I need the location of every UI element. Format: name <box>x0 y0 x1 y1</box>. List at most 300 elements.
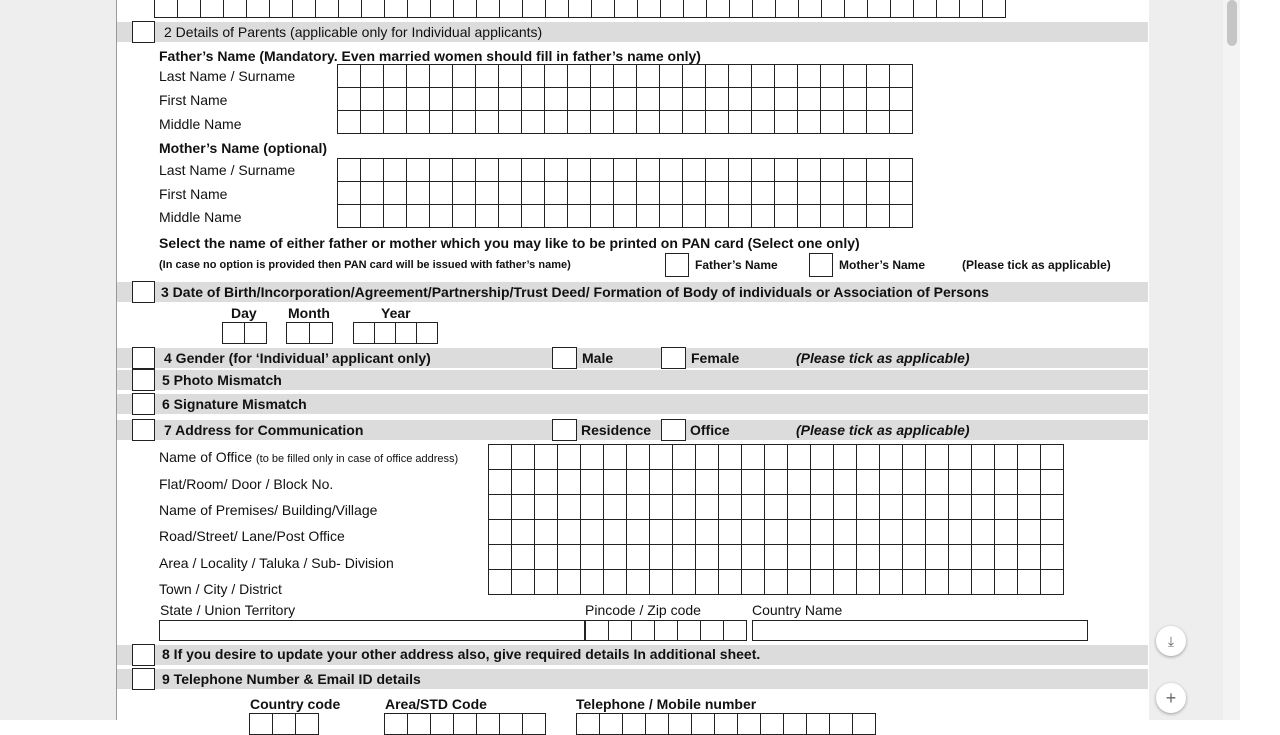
char-box[interactable] <box>822 0 845 18</box>
char-box[interactable] <box>430 205 453 228</box>
char-box[interactable] <box>683 88 706 111</box>
char-box[interactable] <box>660 159 683 182</box>
char-box[interactable] <box>500 0 523 18</box>
char-box[interactable] <box>729 88 752 111</box>
char-box[interactable] <box>788 545 811 570</box>
char-box[interactable] <box>545 159 568 182</box>
char-box[interactable] <box>361 65 384 88</box>
char-box[interactable] <box>821 205 844 228</box>
char-box[interactable] <box>752 88 775 111</box>
char-box[interactable] <box>834 470 857 495</box>
char-box[interactable] <box>949 545 972 570</box>
char-box[interactable] <box>684 0 707 18</box>
char-box[interactable] <box>453 205 476 228</box>
top-box-table[interactable] <box>154 0 1006 18</box>
char-box[interactable] <box>407 159 430 182</box>
char-box[interactable] <box>489 520 512 545</box>
char-box[interactable] <box>857 545 880 570</box>
char-box[interactable] <box>890 182 913 205</box>
char-box[interactable] <box>535 495 558 520</box>
char-box[interactable] <box>926 470 949 495</box>
char-box[interactable] <box>775 182 798 205</box>
char-box[interactable] <box>729 65 752 88</box>
char-box[interactable] <box>546 0 569 18</box>
char-box[interactable] <box>361 205 384 228</box>
char-box[interactable] <box>890 111 913 134</box>
char-box[interactable] <box>430 182 453 205</box>
char-box[interactable] <box>454 0 477 18</box>
char-box[interactable] <box>903 470 926 495</box>
year-box-table[interactable] <box>353 322 438 344</box>
char-box[interactable] <box>614 182 637 205</box>
char-box[interactable] <box>499 88 522 111</box>
char-box[interactable] <box>983 0 1006 18</box>
char-box[interactable] <box>844 159 867 182</box>
char-box[interactable] <box>821 88 844 111</box>
char-box[interactable] <box>581 445 604 470</box>
char-box[interactable] <box>742 520 765 545</box>
char-box[interactable] <box>385 0 408 18</box>
char-box[interactable] <box>752 159 775 182</box>
char-box[interactable] <box>499 65 522 88</box>
char-box[interactable] <box>650 570 673 595</box>
char-box[interactable] <box>614 111 637 134</box>
char-box[interactable] <box>361 88 384 111</box>
char-box[interactable] <box>591 182 614 205</box>
char-box[interactable] <box>1018 495 1041 520</box>
char-box[interactable] <box>499 182 522 205</box>
char-box[interactable] <box>522 88 545 111</box>
char-box[interactable] <box>655 621 678 641</box>
char-box[interactable] <box>960 0 983 18</box>
char-box[interactable] <box>296 714 319 735</box>
char-box[interactable] <box>696 470 719 495</box>
char-box[interactable] <box>753 0 776 18</box>
char-box[interactable] <box>1041 520 1064 545</box>
char-box[interactable] <box>729 159 752 182</box>
char-box[interactable] <box>830 714 853 735</box>
char-box[interactable] <box>798 159 821 182</box>
char-box[interactable] <box>867 111 890 134</box>
country-name-input[interactable] <box>752 620 1088 641</box>
char-box[interactable] <box>384 159 407 182</box>
char-box[interactable] <box>719 470 742 495</box>
char-box[interactable] <box>995 545 1018 570</box>
char-box[interactable] <box>453 65 476 88</box>
state-input[interactable] <box>159 620 585 641</box>
char-box[interactable] <box>673 570 696 595</box>
char-box[interactable] <box>250 714 273 735</box>
char-box[interactable] <box>696 495 719 520</box>
char-box[interactable] <box>821 182 844 205</box>
char-box[interactable] <box>512 520 535 545</box>
char-box[interactable] <box>535 570 558 595</box>
char-box[interactable] <box>798 111 821 134</box>
char-box[interactable] <box>569 0 592 18</box>
char-box[interactable] <box>287 323 310 344</box>
char-box[interactable] <box>361 182 384 205</box>
char-box[interactable] <box>453 111 476 134</box>
char-box[interactable] <box>972 470 995 495</box>
char-box[interactable] <box>821 159 844 182</box>
day-box-table[interactable] <box>222 322 267 344</box>
char-box[interactable] <box>926 545 949 570</box>
char-box[interactable] <box>499 159 522 182</box>
char-box[interactable] <box>729 205 752 228</box>
char-box[interactable] <box>476 205 499 228</box>
char-box[interactable] <box>627 545 650 570</box>
char-box[interactable] <box>273 714 296 735</box>
char-box[interactable] <box>453 159 476 182</box>
char-box[interactable] <box>752 65 775 88</box>
char-box[interactable] <box>807 714 830 735</box>
char-box[interactable] <box>407 111 430 134</box>
char-box[interactable] <box>891 0 914 18</box>
char-box[interactable] <box>729 111 752 134</box>
char-box[interactable] <box>522 205 545 228</box>
father-name-option-checkbox[interactable] <box>665 253 689 277</box>
char-box[interactable] <box>834 445 857 470</box>
char-box[interactable] <box>489 445 512 470</box>
char-box[interactable] <box>637 205 660 228</box>
char-box[interactable] <box>581 545 604 570</box>
char-box[interactable] <box>775 159 798 182</box>
office-checkbox[interactable] <box>661 419 686 441</box>
char-box[interactable] <box>1041 495 1064 520</box>
char-box[interactable] <box>385 714 408 735</box>
char-box[interactable] <box>586 621 609 641</box>
char-box[interactable] <box>834 545 857 570</box>
char-box[interactable] <box>696 545 719 570</box>
char-box[interactable] <box>845 0 868 18</box>
char-box[interactable] <box>683 65 706 88</box>
char-box[interactable] <box>880 520 903 545</box>
char-box[interactable] <box>784 714 807 735</box>
char-box[interactable] <box>706 65 729 88</box>
char-box[interactable] <box>338 65 361 88</box>
char-box[interactable] <box>430 111 453 134</box>
char-box[interactable] <box>857 495 880 520</box>
char-box[interactable] <box>604 470 627 495</box>
section-7-checkbox[interactable] <box>132 419 155 441</box>
char-box[interactable] <box>811 570 834 595</box>
char-box[interactable] <box>430 65 453 88</box>
char-box[interactable] <box>867 159 890 182</box>
zoom-in-button[interactable] <box>1156 683 1186 713</box>
char-box[interactable] <box>752 182 775 205</box>
char-box[interactable] <box>1018 520 1041 545</box>
char-box[interactable] <box>972 495 995 520</box>
char-box[interactable] <box>765 495 788 520</box>
char-box[interactable] <box>995 445 1018 470</box>
char-box[interactable] <box>673 495 696 520</box>
char-box[interactable] <box>788 520 811 545</box>
char-box[interactable] <box>375 323 396 344</box>
char-box[interactable] <box>523 714 546 735</box>
char-box[interactable] <box>926 570 949 595</box>
char-box[interactable] <box>430 88 453 111</box>
char-box[interactable] <box>776 0 799 18</box>
char-box[interactable] <box>719 495 742 520</box>
char-box[interactable] <box>476 88 499 111</box>
char-box[interactable] <box>454 714 477 735</box>
char-box[interactable] <box>247 0 270 18</box>
mother-name-option-checkbox[interactable] <box>809 253 833 277</box>
char-box[interactable] <box>637 182 660 205</box>
section-2-checkbox[interactable] <box>132 21 155 43</box>
char-box[interactable] <box>614 65 637 88</box>
scrollbar-track[interactable] <box>1223 0 1240 720</box>
char-box[interactable] <box>500 714 523 735</box>
char-box[interactable] <box>937 0 960 18</box>
char-box[interactable] <box>926 445 949 470</box>
char-box[interactable] <box>683 159 706 182</box>
char-box[interactable] <box>604 545 627 570</box>
char-box[interactable] <box>338 205 361 228</box>
char-box[interactable] <box>683 111 706 134</box>
char-box[interactable] <box>844 182 867 205</box>
char-box[interactable] <box>890 88 913 111</box>
char-box[interactable] <box>604 520 627 545</box>
char-box[interactable] <box>949 570 972 595</box>
char-box[interactable] <box>407 65 430 88</box>
char-box[interactable] <box>903 520 926 545</box>
char-box[interactable] <box>730 0 753 18</box>
char-box[interactable] <box>354 323 375 344</box>
char-box[interactable] <box>310 323 333 344</box>
char-box[interactable] <box>568 111 591 134</box>
char-box[interactable] <box>453 182 476 205</box>
char-box[interactable] <box>660 111 683 134</box>
char-box[interactable] <box>765 470 788 495</box>
char-box[interactable] <box>857 520 880 545</box>
char-box[interactable] <box>545 88 568 111</box>
char-box[interactable] <box>568 205 591 228</box>
char-box[interactable] <box>581 470 604 495</box>
char-box[interactable] <box>867 205 890 228</box>
char-box[interactable] <box>614 159 637 182</box>
char-box[interactable] <box>706 111 729 134</box>
char-box[interactable] <box>788 445 811 470</box>
addr-box-table[interactable] <box>488 444 1064 595</box>
char-box[interactable] <box>245 323 267 344</box>
char-box[interactable] <box>775 205 798 228</box>
char-box[interactable] <box>811 470 834 495</box>
char-box[interactable] <box>270 0 293 18</box>
char-box[interactable] <box>880 545 903 570</box>
char-box[interactable] <box>592 0 615 18</box>
char-box[interactable] <box>775 65 798 88</box>
char-box[interactable] <box>545 182 568 205</box>
char-box[interactable] <box>407 205 430 228</box>
father-box-table[interactable] <box>337 64 913 134</box>
char-box[interactable] <box>581 520 604 545</box>
char-box[interactable] <box>738 714 761 735</box>
char-box[interactable] <box>627 445 650 470</box>
char-box[interactable] <box>844 88 867 111</box>
char-box[interactable] <box>523 0 546 18</box>
char-box[interactable] <box>719 520 742 545</box>
char-box[interactable] <box>535 445 558 470</box>
char-box[interactable] <box>522 159 545 182</box>
section-5-checkbox[interactable] <box>132 369 155 391</box>
char-box[interactable] <box>489 495 512 520</box>
char-box[interactable] <box>339 0 362 18</box>
char-box[interactable] <box>1041 445 1064 470</box>
char-box[interactable] <box>799 0 822 18</box>
char-box[interactable] <box>834 520 857 545</box>
char-box[interactable] <box>384 205 407 228</box>
char-box[interactable] <box>1041 545 1064 570</box>
char-box[interactable] <box>362 0 385 18</box>
char-box[interactable] <box>949 445 972 470</box>
char-box[interactable] <box>384 65 407 88</box>
char-box[interactable] <box>995 570 1018 595</box>
char-box[interactable] <box>752 111 775 134</box>
char-box[interactable] <box>650 545 673 570</box>
char-box[interactable] <box>811 445 834 470</box>
char-box[interactable] <box>673 470 696 495</box>
char-box[interactable] <box>338 111 361 134</box>
char-box[interactable] <box>844 65 867 88</box>
char-box[interactable] <box>223 323 245 344</box>
char-box[interactable] <box>568 65 591 88</box>
char-box[interactable] <box>775 88 798 111</box>
char-box[interactable] <box>798 65 821 88</box>
char-box[interactable] <box>903 570 926 595</box>
char-box[interactable] <box>742 445 765 470</box>
char-box[interactable] <box>615 0 638 18</box>
char-box[interactable] <box>857 570 880 595</box>
male-checkbox[interactable] <box>552 347 577 369</box>
char-box[interactable] <box>1018 570 1041 595</box>
char-box[interactable] <box>692 714 715 735</box>
char-box[interactable] <box>627 495 650 520</box>
char-box[interactable] <box>719 445 742 470</box>
char-box[interactable] <box>857 470 880 495</box>
char-box[interactable] <box>155 0 178 18</box>
char-box[interactable] <box>926 495 949 520</box>
char-box[interactable] <box>545 205 568 228</box>
char-box[interactable] <box>880 495 903 520</box>
char-box[interactable] <box>867 65 890 88</box>
char-box[interactable] <box>361 111 384 134</box>
residence-checkbox[interactable] <box>552 419 577 441</box>
char-box[interactable] <box>715 714 738 735</box>
char-box[interactable] <box>581 495 604 520</box>
char-box[interactable] <box>384 182 407 205</box>
char-box[interactable] <box>701 621 724 641</box>
char-box[interactable] <box>706 205 729 228</box>
char-box[interactable] <box>844 111 867 134</box>
char-box[interactable] <box>650 445 673 470</box>
char-box[interactable] <box>637 65 660 88</box>
char-box[interactable] <box>650 495 673 520</box>
char-box[interactable] <box>995 470 1018 495</box>
char-box[interactable] <box>489 545 512 570</box>
char-box[interactable] <box>867 182 890 205</box>
char-box[interactable] <box>407 182 430 205</box>
month-box-table[interactable] <box>286 322 333 344</box>
char-box[interactable] <box>558 545 581 570</box>
char-box[interactable] <box>499 205 522 228</box>
char-box[interactable] <box>880 445 903 470</box>
char-box[interactable] <box>338 182 361 205</box>
char-box[interactable] <box>637 111 660 134</box>
char-box[interactable] <box>903 445 926 470</box>
char-box[interactable] <box>512 445 535 470</box>
char-box[interactable] <box>719 545 742 570</box>
char-box[interactable] <box>614 88 637 111</box>
char-box[interactable] <box>696 570 719 595</box>
char-box[interactable] <box>522 111 545 134</box>
char-box[interactable] <box>724 621 747 641</box>
char-box[interactable] <box>535 520 558 545</box>
char-box[interactable] <box>706 159 729 182</box>
char-box[interactable] <box>545 65 568 88</box>
char-box[interactable] <box>683 205 706 228</box>
char-box[interactable] <box>995 520 1018 545</box>
char-box[interactable] <box>637 159 660 182</box>
char-box[interactable] <box>669 714 692 735</box>
char-box[interactable] <box>742 545 765 570</box>
char-box[interactable] <box>696 445 719 470</box>
char-box[interactable] <box>609 621 632 641</box>
char-box[interactable] <box>558 470 581 495</box>
char-box[interactable] <box>604 445 627 470</box>
char-box[interactable] <box>972 570 995 595</box>
char-box[interactable] <box>995 495 1018 520</box>
char-box[interactable] <box>499 111 522 134</box>
char-box[interactable] <box>535 545 558 570</box>
char-box[interactable] <box>591 65 614 88</box>
char-box[interactable] <box>650 470 673 495</box>
section-6-checkbox[interactable] <box>132 393 155 415</box>
char-box[interactable] <box>361 159 384 182</box>
char-box[interactable] <box>798 205 821 228</box>
char-box[interactable] <box>868 0 891 18</box>
char-box[interactable] <box>949 470 972 495</box>
char-box[interactable] <box>417 323 438 344</box>
char-box[interactable] <box>926 520 949 545</box>
char-box[interactable] <box>673 520 696 545</box>
char-box[interactable] <box>512 545 535 570</box>
char-box[interactable] <box>623 714 646 735</box>
char-box[interactable] <box>972 520 995 545</box>
char-box[interactable] <box>638 0 661 18</box>
char-box[interactable] <box>637 88 660 111</box>
char-box[interactable] <box>890 205 913 228</box>
char-box[interactable] <box>890 159 913 182</box>
char-box[interactable] <box>558 570 581 595</box>
char-box[interactable] <box>706 182 729 205</box>
char-box[interactable] <box>512 570 535 595</box>
char-box[interactable] <box>821 111 844 134</box>
char-box[interactable] <box>844 205 867 228</box>
char-box[interactable] <box>775 111 798 134</box>
char-box[interactable] <box>558 520 581 545</box>
char-box[interactable] <box>512 495 535 520</box>
pin-box-table[interactable] <box>585 620 747 641</box>
char-box[interactable] <box>614 205 637 228</box>
char-box[interactable] <box>604 495 627 520</box>
char-box[interactable] <box>568 182 591 205</box>
char-box[interactable] <box>568 88 591 111</box>
char-box[interactable] <box>1018 545 1041 570</box>
char-box[interactable] <box>224 0 247 18</box>
char-box[interactable] <box>880 470 903 495</box>
char-box[interactable] <box>568 159 591 182</box>
